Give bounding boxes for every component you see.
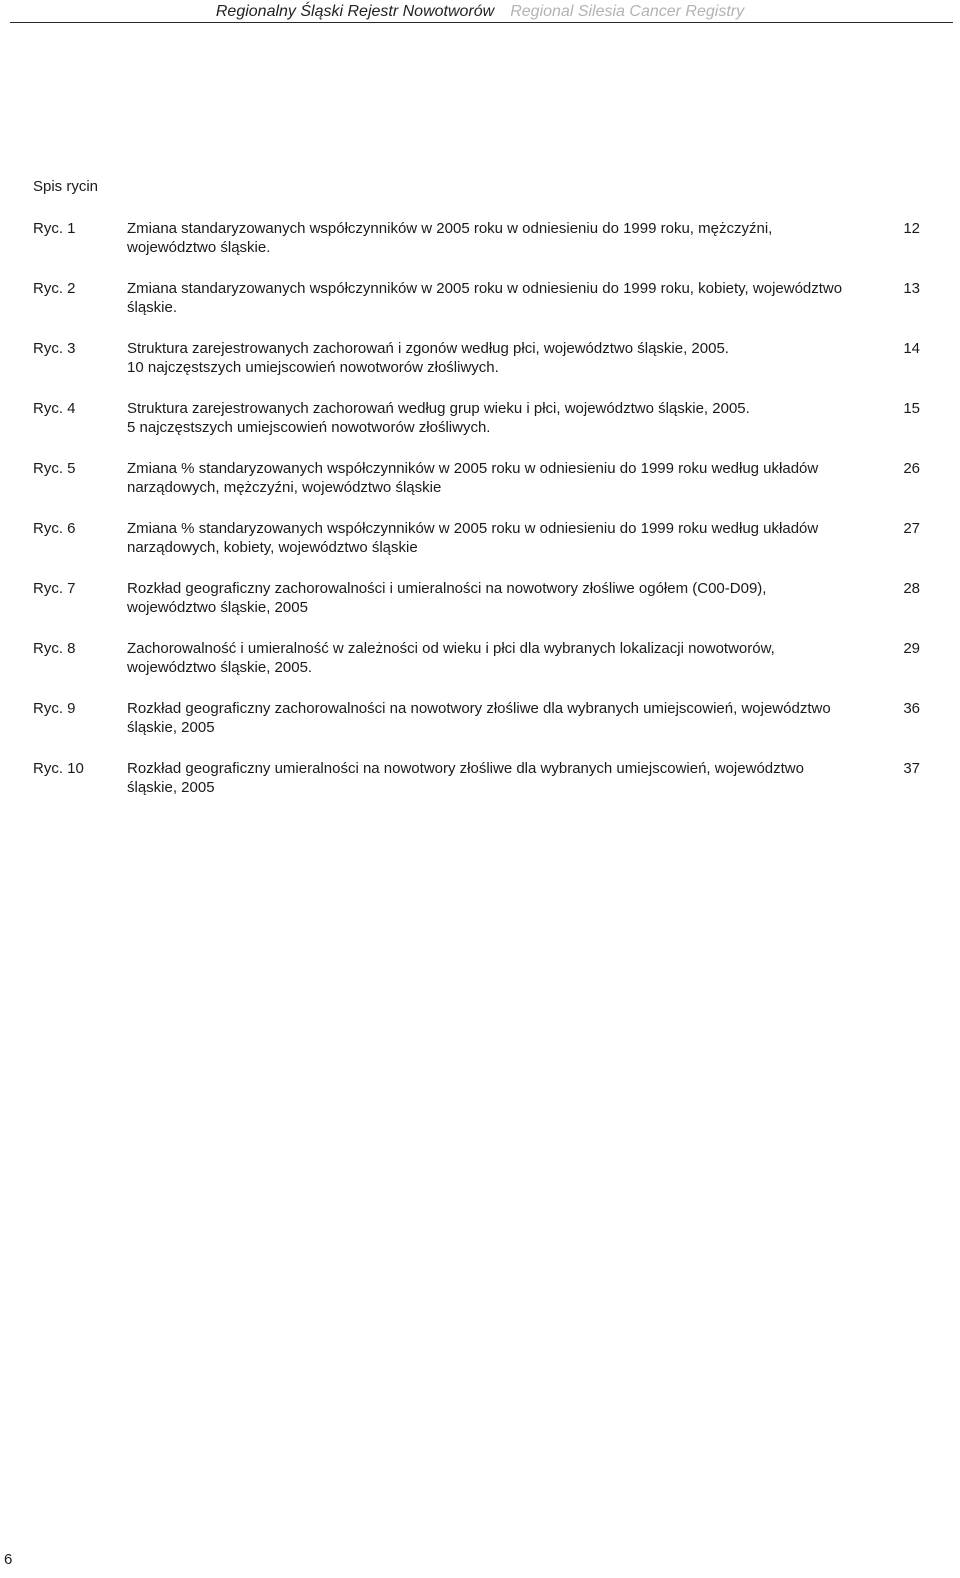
figure-label: Ryc. 3 xyxy=(33,340,76,357)
figure-description xyxy=(127,640,887,677)
figure-description-line1: Rozkład geograficzny zachorowalności i umieralności na nowotwory złośliwe ogółem (C00-D09), xyxy=(127,580,767,597)
figure-description-line1: Zachorowalność i umieralność w zależności od wieku i płci dla wybranych lokalizacji nowotworów, xyxy=(127,640,775,657)
figure-description-line2: narządowych, kobiety, województwo śląskie xyxy=(127,538,418,556)
figure-page-number: 29 xyxy=(903,640,920,657)
figure-description-line2: 5 najczęstszych umiejscowień nowotworów złośliwych. xyxy=(127,418,491,436)
page-header xyxy=(0,0,960,24)
figure-page-number: 36 xyxy=(903,700,920,717)
figure-description-line1: Zmiana standaryzowanych współczynników w 2005 roku w odniesieniu do 1999 roku, kobiety, województwo xyxy=(127,280,843,297)
figure-description-line2: śląskie, 2005 xyxy=(127,778,215,796)
figure-description-line1: Rozkład geograficzny zachorowalności na nowotwory złośliwe dla wybranych umiejscowień, województwo xyxy=(127,700,831,717)
figure-entry xyxy=(0,640,960,700)
figure-entry xyxy=(0,580,960,640)
figure-label: Ryc. 7 xyxy=(33,580,76,597)
figure-description-line2: województwo śląskie. xyxy=(127,238,271,256)
figure-description xyxy=(127,580,887,617)
figure-entry xyxy=(0,280,960,340)
figure-label: Ryc. 4 xyxy=(33,400,76,417)
figure-entry xyxy=(0,220,960,280)
figure-label: Ryc. 10 xyxy=(33,760,84,777)
figure-entry xyxy=(0,400,960,460)
figure-description xyxy=(127,280,887,317)
header-divider xyxy=(10,22,953,23)
figure-page-number: 12 xyxy=(903,220,920,237)
header-title-polish: Regionalny Śląski Rejestr Nowotworów xyxy=(215,3,495,20)
figure-description-line1: Struktura zarejestrowanych zachorowań według grup wieku i płci, województwo śląskie, 2005. xyxy=(127,400,750,417)
figure-entry xyxy=(0,520,960,580)
figure-description-line1: Rozkład geograficzny umieralności na nowotwory złośliwe dla wybranych umiejscowień, województwo xyxy=(127,760,804,777)
figure-description xyxy=(127,400,887,437)
figure-description-line2: województwo śląskie, 2005 xyxy=(127,598,308,616)
figure-label: Ryc. 5 xyxy=(33,460,76,477)
figure-label: Ryc. 6 xyxy=(33,520,76,537)
figure-description-line2: narządowych, mężczyźni, województwo śląskie xyxy=(127,478,442,496)
figure-description-line1: Zmiana % standaryzowanych współczynników w 2005 roku w odniesieniu do 1999 roku według układów xyxy=(127,460,819,477)
page-number: 6 xyxy=(4,1551,13,1568)
figure-description-line1: Zmiana % standaryzowanych współczynników w 2005 roku w odniesieniu do 1999 roku według układów xyxy=(127,520,819,537)
figure-entry xyxy=(0,460,960,520)
figure-description-line1: Struktura zarejestrowanych zachorowań i zgonów według płci, województwo śląskie, 2005. xyxy=(127,340,729,357)
figure-description-line2: województwo śląskie, 2005. xyxy=(127,658,313,676)
figure-page-number: 28 xyxy=(903,580,920,597)
figure-description-line2: 10 najczęstszych umiejscowień nowotworów złośliwych. xyxy=(127,358,499,376)
figure-page-number: 27 xyxy=(903,520,920,537)
section-title: Spis rycin xyxy=(33,178,99,195)
figure-page-number: 13 xyxy=(903,280,920,297)
figure-entry xyxy=(0,700,960,760)
figure-list xyxy=(0,220,960,820)
header-title-english: Regional Silesia Cancer Registry xyxy=(510,3,745,20)
figure-page-number: 15 xyxy=(903,400,920,417)
figure-page-number: 37 xyxy=(903,760,920,777)
figure-description-line1: Zmiana standaryzowanych współczynników w 2005 roku w odniesieniu do 1999 roku, mężczyźni, xyxy=(127,220,773,237)
header-title xyxy=(0,3,960,21)
figure-description xyxy=(127,220,887,257)
figure-description xyxy=(127,460,887,497)
figure-label: Ryc. 1 xyxy=(33,220,76,237)
figure-label: Ryc. 2 xyxy=(33,280,76,297)
figure-description xyxy=(127,340,887,377)
figure-entry xyxy=(0,340,960,400)
figure-page-number: 26 xyxy=(903,460,920,477)
figure-description-line2: śląskie. xyxy=(127,298,178,316)
figure-description xyxy=(127,760,887,797)
figure-description-line2: śląskie, 2005 xyxy=(127,718,215,736)
figure-entry xyxy=(0,760,960,820)
figure-description xyxy=(127,700,887,737)
figure-label: Ryc. 9 xyxy=(33,700,76,717)
figure-description xyxy=(127,520,887,557)
figure-page-number: 14 xyxy=(903,340,920,357)
figure-label: Ryc. 8 xyxy=(33,640,76,657)
